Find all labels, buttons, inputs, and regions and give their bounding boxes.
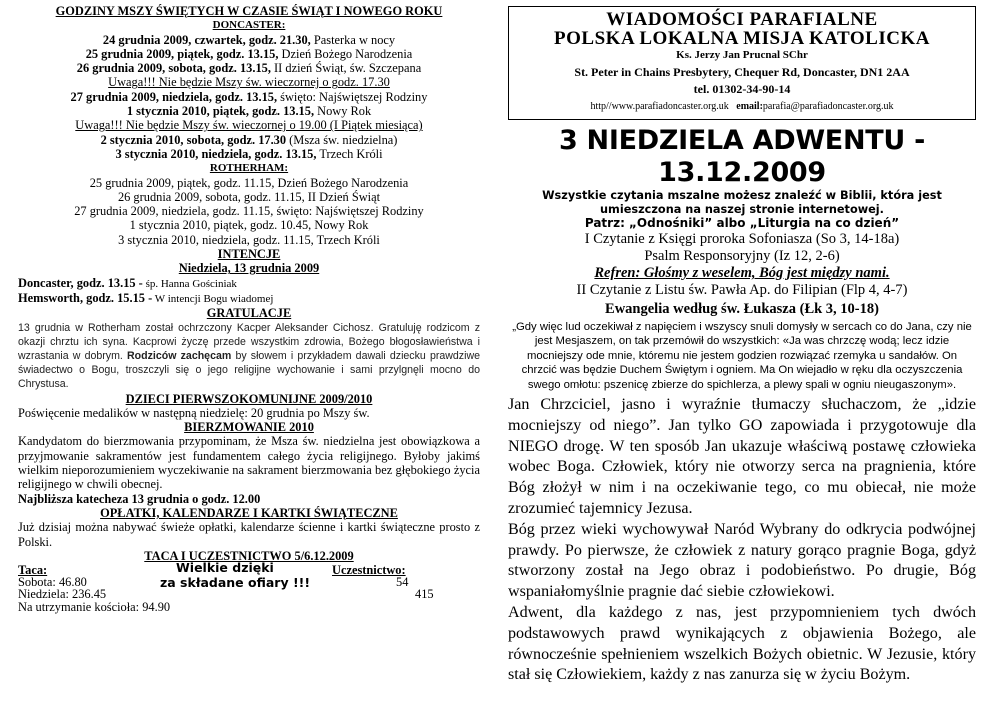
schedule-line: 2 stycznia 2010, sobota, godz. 17.30 (Msza św. niedzielna)	[100, 132, 398, 147]
priest-name: Ks. Jerzy Jan Prucnal SChr	[676, 49, 808, 61]
intention-line: Hemsworth, godz. 15.15 - W intencji Bogu wiadomej	[18, 290, 274, 305]
taca-block	[18, 560, 480, 621]
first-reading: I Czytanie z Księgi proroka Sofoniasza (So 3, 14-18a)	[584, 231, 900, 247]
bible-note-links: Patrz: „Odnośniki” albo „Liturgia na co dzień”	[584, 216, 900, 230]
right-column	[508, 6, 976, 686]
schedule-line: 25 grudnia 2009, piątek, godz. 11.15, Dzień Bożego Narodzenia	[89, 175, 409, 190]
komunia-text: Poświęcenie medalików w następną niedzielę: 20 grudnia po Mszy św.	[18, 405, 370, 420]
intencje-date: Niedziela, 13 grudnia 2009	[178, 261, 320, 276]
intencje-heading: INTENCJE	[217, 247, 281, 262]
oplatki-heading: OPŁATKI, KALENDARZE I KARTKI ŚWIĄTECZNE	[100, 505, 398, 520]
schedule-line: 1 stycznia 2010, piątek, godz. 13.15, Nowy Rok	[126, 104, 372, 119]
schedule-line: 25 grudnia 2009, piątek, godz. 13.15, Dzień Bożego Narodzenia	[85, 46, 413, 61]
uczestnictwo-label: Uczestnictwo:	[332, 563, 406, 578]
doncaster-schedule	[18, 33, 480, 162]
gospel-heading: Ewangelia według św. Łukasza (Łk 3, 10-18)	[605, 301, 879, 317]
schedule-line: 26 grudnia 2009, sobota, godz. 13.15, II dzień Świąt, św. Szczepana	[76, 61, 422, 76]
email-link[interactable]: parafia@parafiadoncaster.org.uk	[762, 101, 894, 112]
phone: tel. 01302-34-90-14	[693, 82, 791, 96]
address: St. Peter in Chains Presbytery, Chequer Rd, Doncaster, DN1 2AA	[574, 65, 910, 79]
doncaster-heading: DONCASTER:	[212, 19, 286, 32]
taca-heading: TACA I UCZESTNICTWO 5/6.12.2009	[144, 548, 354, 563]
uczestnictwo-niedziela: 415	[415, 587, 434, 602]
gratulacje-text: 13 grudnia w Rotherham został ochrzczony Kacper Aleksander Cichosz. Gratuluję rodzicom z okazji chrztu ich syna. Kacprowi życzę przede wszystkim zdrowia, Bożego błogosławieństwa i wzrastania w dobrym. Rodziców zachęcam by słowem i przykładem dawali dziecku prawdziwe świadectwo o Bogu, troszczyli się o jego religijne wychowanie i sami przylgnęli mocno do Chrystusa.	[18, 321, 480, 391]
rotherham-schedule	[18, 176, 480, 247]
schedule-note: Uwaga!!! Nie będzie Mszy św. wieczornej o godz. 17.30	[108, 75, 390, 90]
thanks-line-1: Wielkie dzięki	[176, 560, 274, 576]
homily-paragraph: Adwent, dla każdego z nas, jest przypomnieniem tych dwóch podstawowych prawd wynikających z objawienia Bożego, ale równocześnie spełnieniem wszelkich Bożych obietnic. W Jezusie, który stał się Człowiekiem, każdy z nas zanurza się w życiu Bożym.	[508, 604, 976, 684]
contact-line: http//www.parafiadoncaster.org.uk email:parafia@parafiadoncaster.org.uk	[590, 101, 894, 112]
left-column	[18, 4, 480, 621]
uczestnictwo-sobota: 54	[396, 575, 409, 590]
schedule-line: 24 grudnia 2009, czwartek, godz. 21.30, Pasterka w nocy	[102, 32, 396, 47]
homily-paragraph: Jan Chrzciciel, jasno i wyraźnie tłumaczy słuchaczom, że „idzie mocniejszy od niego”. Jan tylko GO zapowiada i przygotowuje dla NIEGO drogę. W ten sposób Jan ukazuje właściwą postawę człowieka wobec Boga. Człowiek, który nie otworzy serca na pragnienia, które Bóg złożył w nim i na oczekiwanie tego, co mu obiecał, nie może zrozumieć tajemnicy Jezusa.	[508, 396, 976, 518]
schedule-line: 1 stycznia 2010, piątek, godz. 10.45, Nowy Rok	[129, 218, 369, 233]
bible-note: Wszystkie czytania mszalne możesz znaleźć w Biblii, która jest umieszczona na naszej stronie internetowej.	[542, 189, 942, 216]
taca-niedziela: Niedziela: 236.45	[18, 587, 107, 602]
header-title: WIADOMOŚCI PARAFIALNE	[606, 9, 878, 30]
katecheza-note: Najbliższa katecheza 13 grudnia o godz. 12.00	[18, 491, 261, 506]
schedule-line: 27 grudnia 2009, niedziela, godz. 11.15, święto: Najświętszej Rodziny	[74, 204, 424, 219]
taca-sobota: Sobota: 46.80	[18, 575, 87, 590]
second-reading: II Czytanie z Listu św. Pawła Ap. do Filipian (Flp 4, 4-7)	[576, 282, 908, 298]
schedule-line: 3 stycznia 2010, niedziela, godz. 13.15, Trzech Króli	[115, 146, 383, 161]
oplatki-text: Już dzisiaj można nabywać świeże opłatki, kalendarze ścienne i kartki świąteczne prosto z Polski.	[18, 520, 480, 549]
taca-label: Taca:	[18, 563, 48, 578]
schedule-line: 3 stycznia 2010, niedziela, godz. 11.15, Trzech Króli	[118, 232, 380, 247]
masses-title: GODZINY MSZY ŚWIĘTYCH W CZASIE ŚWIĄT I NOWEGO ROKU	[55, 4, 443, 18]
gratulacje-heading: GRATULACJE	[206, 306, 292, 321]
gospel-quote: „Gdy więc lud oczekiwał z napięciem i wszyscy snuli domysły w sercach co do Jana, czy nie jest Mesjaszem, on tak przemówił do wszystkich: «Ja was chrzczę wodą; lecz idzie mocniejszy ode mnie, któremu nie jestem godzien rozwiązać rzemyka u sandałów. On chrzcić was będzie Duchem Świętym i ogniem. Ma On wiejadło w ręku dla oczyszczenia swego omłotu: pszenicę zbierze do spichlerza, a plewy spali w ogniu nieugaszonym».	[512, 321, 972, 391]
intention-line: Doncaster, godz. 13.15 - śp. Hanna Gościniak	[18, 275, 237, 290]
schedule-note: Uwaga!!! Nie będzie Mszy św. wieczornej o 19.00 (I Piątek miesiąca)	[75, 118, 423, 133]
taca-koscioł: Na utrzymanie kościoła: 94.90	[18, 600, 171, 615]
refrain: Refren: Głośmy z weselem, Bóg jest między nami.	[594, 265, 890, 281]
bierzmowanie-text: Kandydatom do bierzmowania przypominam, że Msza św. niedzielna jest obowiązkowa a przyjmowanie sakramentów jest fundamentem całego życia religijnego. Byłoby jakimś wielkim nieporozumieniem wyczekiwanie na sakrament bierzmowania bez głębokiego życia religijnego w chwili obecnej.	[18, 434, 480, 492]
header-subtitle: POLSKA LOKALNA MISJA KATOLICKA	[554, 28, 930, 49]
psalm: Psalm Responsoryjny (Iz 12, 2-6)	[644, 248, 840, 264]
website-link[interactable]: http//www.parafiadoncaster.org.uk	[590, 101, 729, 112]
schedule-line: 27 grudnia 2009, niedziela, godz. 13.15, święto: Najświętszej Rodziny	[70, 89, 428, 104]
rotherham-heading: ROTHERHAM:	[209, 162, 289, 175]
bierzmowanie-heading: BIERZMOWANIE 2010	[184, 420, 314, 435]
sunday-title: 3 NIEDZIELA ADWENTU - 13.12.2009	[558, 125, 926, 188]
newsletter-header	[508, 6, 976, 120]
komunia-heading: DZIECI PIERWSZOKOMUNIJNE 2009/2010	[125, 391, 373, 406]
homily-paragraph: Bóg przez wieki wychowywał Naród Wybrany do odkrycia podwójnej prawdy. Po pierwsze, że człowiek z natury gorąco pragnie Boga, gdyż stworzony został na Jego obraz i podobieństwo. Po drugie, Bóg wspaniałomyślnie pragnie dać siebie człowiekowi.	[508, 520, 976, 601]
schedule-line: 26 grudnia 2009, sobota, godz. 11.15, II Dzień Świąt	[117, 189, 381, 204]
thanks-line-2: za składane ofiary !!!	[160, 575, 311, 591]
